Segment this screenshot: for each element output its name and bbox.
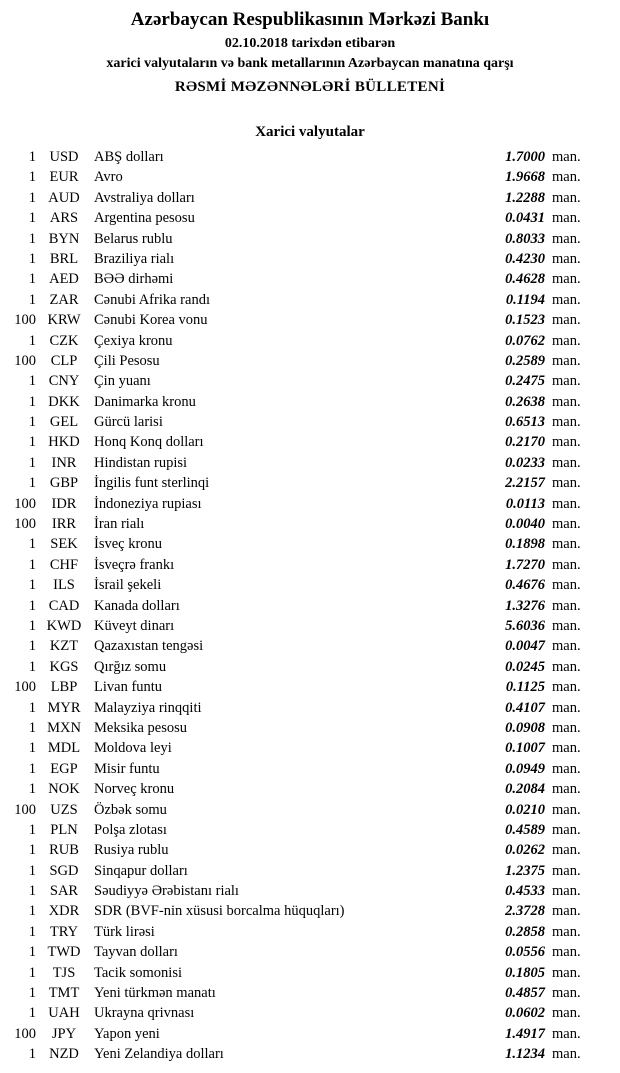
currency-quantity: 1 <box>28 169 36 186</box>
currency-code: SGD <box>49 862 79 879</box>
currency-name: İran rialı <box>94 516 145 533</box>
currency-quantity: 1 <box>28 189 36 206</box>
currency-code: NOK <box>48 781 80 798</box>
currency-rate: 0.2475 <box>505 373 545 390</box>
currency-name: Meksika pesosu <box>94 719 188 736</box>
currency-rate: 0.0949 <box>505 760 545 777</box>
table-row <box>0 1024 620 1044</box>
currency-code: CHF <box>49 556 79 573</box>
currency-unit: man. <box>552 495 581 512</box>
table-row <box>0 290 620 310</box>
currency-unit: man. <box>552 169 581 186</box>
table-row <box>0 657 620 677</box>
table-row <box>0 779 620 799</box>
currency-name: Sinqapur dolları <box>94 862 188 879</box>
table-row <box>0 473 620 493</box>
currency-rate: 0.1805 <box>505 964 545 981</box>
currency-unit: man. <box>552 658 581 675</box>
currency-unit: man. <box>552 1025 581 1042</box>
currency-code: KWD <box>46 617 82 634</box>
currency-name: Yeni Zelandiya dolları <box>94 1046 224 1063</box>
currency-rate: 2.3728 <box>505 903 545 920</box>
currency-rate: 0.1125 <box>505 679 545 696</box>
currency-unit: man. <box>552 271 581 288</box>
currency-unit: man. <box>552 617 581 634</box>
currency-unit: man. <box>552 1005 581 1022</box>
currency-quantity: 1 <box>28 597 36 614</box>
currency-rate: 1.7270 <box>505 556 545 573</box>
currency-code: DKK <box>48 393 80 410</box>
currency-quantity: 1 <box>28 434 36 451</box>
currency-name: İndoneziya rupiası <box>94 495 202 512</box>
currency-code: PLN <box>50 821 78 838</box>
currency-rate: 0.2170 <box>505 434 545 451</box>
currency-name: SDR (BVF-nin xüsusi borcalma hüquqları) <box>94 903 345 920</box>
currency-name: Çin yuanı <box>94 373 151 390</box>
table-row <box>0 983 620 1003</box>
currency-code: AUD <box>48 189 80 206</box>
currency-quantity: 100 <box>14 679 36 696</box>
currency-code: BRL <box>49 250 79 267</box>
table-row <box>0 534 620 554</box>
currency-quantity: 1 <box>28 964 36 981</box>
currency-code: TRY <box>49 923 79 940</box>
currency-code: BYN <box>48 230 80 247</box>
currency-quantity: 1 <box>28 210 36 227</box>
currency-unit: man. <box>552 740 581 757</box>
currency-quantity: 1 <box>28 454 36 471</box>
currency-name: Türk lirəsi <box>94 923 155 940</box>
currency-name: Polşa zlotası <box>94 821 167 838</box>
table-row <box>0 718 620 738</box>
currency-unit: man. <box>552 210 581 227</box>
currency-rate: 0.0262 <box>505 842 545 859</box>
currency-rate: 0.4857 <box>505 985 545 1002</box>
currency-name: Braziliya rialı <box>94 250 175 267</box>
table-row <box>0 208 620 228</box>
table-row <box>0 922 620 942</box>
currency-name: Ukrayna qrivnası <box>94 1005 195 1022</box>
currency-name: Avstraliya dolları <box>94 189 195 206</box>
currency-quantity: 1 <box>28 373 36 390</box>
currency-code: JPY <box>51 1025 77 1042</box>
currency-quantity: 1 <box>28 658 36 675</box>
currency-code: MXN <box>47 719 81 736</box>
bulletin-name: RƏSMİ MƏZƏNNƏLƏRİ BÜLLETENİ <box>174 79 446 95</box>
currency-unit: man. <box>552 189 581 206</box>
currency-name: Kanada dolları <box>94 597 180 614</box>
currency-code: INR <box>51 454 77 471</box>
currency-rate: 0.2084 <box>505 781 545 798</box>
currency-rate: 0.2638 <box>505 393 545 410</box>
currency-name: Avro <box>94 169 123 186</box>
currency-quantity: 1 <box>28 760 36 777</box>
table-row <box>0 881 620 901</box>
currency-name: Yapon yeni <box>94 1025 160 1042</box>
currency-rate: 1.3276 <box>505 597 545 614</box>
currency-code: UAH <box>48 1005 80 1022</box>
currency-quantity: 1 <box>28 393 36 410</box>
currency-rate: 0.2858 <box>505 923 545 940</box>
effective-date: 02.10.2018 tarixdən etibarən <box>224 36 396 51</box>
table-row <box>0 371 620 391</box>
currency-code: ZAR <box>49 291 79 308</box>
currency-rate: 2.2157 <box>505 475 545 492</box>
currency-quantity: 1 <box>28 149 36 165</box>
currency-quantity: 1 <box>28 617 36 634</box>
currency-unit: man. <box>552 414 581 431</box>
table-row <box>0 861 620 881</box>
currency-name: ABŞ dolları <box>94 149 164 165</box>
currency-code: NZD <box>49 1046 79 1063</box>
currency-rate: 0.0245 <box>505 658 545 675</box>
table-row <box>0 432 620 452</box>
currency-code: SEK <box>50 536 78 553</box>
currency-rate: 1.1234 <box>505 1046 545 1063</box>
currency-unit: man. <box>552 230 581 247</box>
currency-quantity: 100 <box>14 495 36 512</box>
currency-unit: man. <box>552 577 581 594</box>
currency-name: Moldova leyi <box>94 740 172 757</box>
currency-unit: man. <box>552 781 581 798</box>
table-row <box>0 229 620 249</box>
currency-unit: man. <box>552 556 581 573</box>
currency-name: Səudiyyə Ərəbistanı rialı <box>94 883 239 900</box>
currency-code: LBP <box>50 679 78 696</box>
currency-name: Çili Pesosu <box>94 352 160 369</box>
currency-name: Küveyt dinarı <box>94 617 175 634</box>
currency-rate: 0.0762 <box>505 332 545 349</box>
currency-name: İsveçrə frankı <box>94 556 175 573</box>
table-row <box>0 677 620 697</box>
currency-name: İsveç kronu <box>94 536 163 553</box>
currency-rate: 0.4107 <box>505 699 545 716</box>
table-row <box>0 698 620 718</box>
currency-quantity: 1 <box>28 944 36 961</box>
currency-code: XDR <box>48 903 80 920</box>
currency-unit: man. <box>552 821 581 838</box>
currency-name: Misir funtu <box>94 760 160 777</box>
currency-name: Belarus rublu <box>94 230 173 247</box>
currency-quantity: 1 <box>28 332 36 349</box>
currency-quantity: 1 <box>28 883 36 900</box>
currency-name: Cənubi Korea vonu <box>94 312 208 329</box>
bulletin-subtitle: xarici valyutaların və bank metallarının Azərbaycan manatına qarşı <box>106 56 514 71</box>
currency-code: ILS <box>53 577 75 594</box>
currency-quantity: 1 <box>28 556 36 573</box>
currency-unit: man. <box>552 536 581 553</box>
currency-quantity: 1 <box>28 1046 36 1063</box>
currency-quantity: 1 <box>28 923 36 940</box>
currency-quantity: 1 <box>28 230 36 247</box>
currency-unit: man. <box>552 373 581 390</box>
currency-code: UZS <box>50 801 78 818</box>
currency-unit: man. <box>552 291 581 308</box>
currency-quantity: 1 <box>28 1005 36 1022</box>
currency-unit: man. <box>552 393 581 410</box>
currency-code: TWD <box>47 944 81 961</box>
currency-rate: 0.4533 <box>505 883 545 900</box>
currency-code: CZK <box>49 332 79 349</box>
currency-unit: man. <box>552 842 581 859</box>
currency-quantity: 1 <box>28 985 36 1002</box>
table-row <box>0 963 620 983</box>
currency-code: GEL <box>49 414 79 431</box>
currency-rate: 0.1194 <box>505 291 545 308</box>
currency-unit: man. <box>552 149 581 165</box>
table-row <box>0 800 620 820</box>
currency-unit: man. <box>552 862 581 879</box>
currency-name: BƏƏ dirhəmi <box>94 271 174 288</box>
table-row <box>0 616 620 636</box>
currency-name: Yeni türkmən manatı <box>94 985 216 1002</box>
currency-code: CNY <box>48 373 80 390</box>
currency-name: Tacik somonisi <box>94 964 182 981</box>
currency-unit: man. <box>552 250 581 267</box>
table-row <box>0 167 620 187</box>
currency-name: Gürcü larisi <box>94 414 163 431</box>
currency-name: İngilis funt sterlinqi <box>94 475 210 492</box>
table-row <box>0 453 620 473</box>
currency-unit: man. <box>552 332 581 349</box>
currency-quantity: 100 <box>14 352 36 369</box>
currency-code: SAR <box>49 883 79 900</box>
currency-name: Norveç kronu <box>94 781 175 798</box>
currency-rate: 1.2288 <box>505 189 545 206</box>
currency-name: Özbək somu <box>94 801 167 818</box>
currency-quantity: 1 <box>28 740 36 757</box>
currency-name: Cənubi Afrika randı <box>94 291 210 308</box>
table-row <box>0 188 620 208</box>
currency-unit: man. <box>552 312 581 329</box>
currency-quantity: 1 <box>28 475 36 492</box>
currency-quantity: 100 <box>14 312 36 329</box>
currency-name: Livan funtu <box>94 679 163 696</box>
currency-unit: man. <box>552 475 581 492</box>
currency-unit: man. <box>552 903 581 920</box>
currency-quantity: 100 <box>14 1025 36 1042</box>
table-row <box>0 147 620 167</box>
currency-quantity: 1 <box>28 842 36 859</box>
currency-rate: 0.0556 <box>505 944 545 961</box>
currency-rate: 0.0431 <box>505 210 545 227</box>
currency-rate: 0.0047 <box>505 638 545 655</box>
currency-unit: man. <box>552 516 581 533</box>
currency-rate: 0.4628 <box>505 271 545 288</box>
currency-rate: 5.6036 <box>505 617 545 634</box>
currency-rate: 0.0113 <box>505 495 545 512</box>
currency-code: KRW <box>47 312 81 329</box>
currency-quantity: 1 <box>28 781 36 798</box>
currency-code: TMT <box>48 985 80 1002</box>
currency-name: Malayziya rinqqiti <box>94 699 202 716</box>
currency-name: Rusiya rublu <box>94 842 169 859</box>
table-row <box>0 1003 620 1023</box>
currency-code: EGP <box>50 760 78 777</box>
currency-quantity: 1 <box>28 536 36 553</box>
currency-code: GBP <box>49 475 79 492</box>
bulletin-header <box>0 8 620 98</box>
currency-unit: man. <box>552 985 581 1002</box>
table-row <box>0 310 620 330</box>
currency-rate: 0.1523 <box>505 312 545 329</box>
currency-unit: man. <box>552 454 581 471</box>
currency-unit: man. <box>552 679 581 696</box>
currency-code: MYR <box>47 699 81 716</box>
table-row <box>0 901 620 921</box>
currency-unit: man. <box>552 699 581 716</box>
currency-code: IRR <box>51 516 77 533</box>
currency-quantity: 1 <box>28 638 36 655</box>
currency-unit: man. <box>552 638 581 655</box>
table-row <box>0 514 620 534</box>
table-row <box>0 249 620 269</box>
currency-quantity: 1 <box>28 719 36 736</box>
currency-rate: 0.1898 <box>505 536 545 553</box>
table-row <box>0 392 620 412</box>
currency-code: ARS <box>49 210 79 227</box>
currency-code: KGS <box>49 658 79 675</box>
bank-title: Azərbaycan Respublikasının Mərkəzi Bankı <box>130 9 490 30</box>
table-row <box>0 351 620 371</box>
currency-code: HKD <box>48 434 80 451</box>
table-row <box>0 738 620 758</box>
currency-name: Argentina pesosu <box>94 210 195 227</box>
currency-code: TJS <box>52 964 76 981</box>
table-row <box>0 575 620 595</box>
currency-code: IDR <box>51 495 77 512</box>
currency-rate: 0.4230 <box>505 250 545 267</box>
currency-quantity: 1 <box>28 821 36 838</box>
currency-name: Hindistan rupisi <box>94 454 188 471</box>
currency-code: CLP <box>50 352 78 369</box>
table-row <box>0 942 620 962</box>
currency-quantity: 1 <box>28 414 36 431</box>
table-row <box>0 555 620 575</box>
currency-rate: 0.1007 <box>505 740 545 757</box>
currency-rate: 0.2589 <box>505 352 545 369</box>
currency-quantity: 100 <box>14 801 36 818</box>
currency-code: RUB <box>49 842 79 859</box>
currency-rate: 1.4917 <box>505 1025 545 1042</box>
currency-code: AED <box>49 271 79 288</box>
currency-rate: 1.9668 <box>505 169 545 186</box>
currency-code: USD <box>49 149 79 165</box>
currency-rate: 0.0602 <box>505 1005 545 1022</box>
currency-quantity: 1 <box>28 577 36 594</box>
currency-name: Tayvan dolları <box>94 944 178 961</box>
currency-rate: 0.0908 <box>505 719 545 736</box>
table-row <box>0 840 620 860</box>
table-row <box>0 412 620 432</box>
currency-unit: man. <box>552 964 581 981</box>
currency-name: Danimarka kronu <box>94 393 196 410</box>
currency-quantity: 1 <box>28 862 36 879</box>
currency-rate: 0.8033 <box>505 230 545 247</box>
currency-quantity: 1 <box>28 271 36 288</box>
currency-quantity: 1 <box>28 903 36 920</box>
table-row <box>0 820 620 840</box>
table-row <box>0 759 620 779</box>
currency-name: Çexiya kronu <box>94 332 173 349</box>
currency-name: Qırğız somu <box>94 658 167 675</box>
currency-unit: man. <box>552 923 581 940</box>
rates-table <box>0 147 620 1065</box>
currency-name: Honq Konq dolları <box>94 434 204 451</box>
currency-code: CAD <box>48 597 80 614</box>
currency-name: İsrail şekeli <box>94 577 162 594</box>
currency-quantity: 1 <box>28 250 36 267</box>
currency-unit: man. <box>552 801 581 818</box>
section-title-foreign-currencies: Xarici valyutalar <box>255 124 365 140</box>
currency-unit: man. <box>552 944 581 961</box>
currency-rate: 0.0233 <box>505 454 545 471</box>
table-row <box>0 636 620 656</box>
table-row <box>0 331 620 351</box>
currency-quantity: 1 <box>28 699 36 716</box>
currency-rate: 0.4676 <box>505 577 545 594</box>
currency-rate: 0.4589 <box>505 821 545 838</box>
currency-unit: man. <box>552 352 581 369</box>
currency-code: EUR <box>49 169 79 186</box>
currency-unit: man. <box>552 1046 581 1063</box>
table-row <box>0 596 620 616</box>
table-row <box>0 1044 620 1064</box>
currency-rate: 1.7000 <box>505 149 545 165</box>
currency-code: KZT <box>49 638 79 655</box>
table-row <box>0 494 620 514</box>
currency-code: MDL <box>47 740 81 757</box>
currency-quantity: 1 <box>28 291 36 308</box>
currency-name: Qazaxıstan tengəsi <box>94 638 204 655</box>
table-row <box>0 269 620 289</box>
currency-rate: 0.0210 <box>505 801 545 818</box>
currency-rate: 0.6513 <box>505 414 545 431</box>
currency-quantity: 100 <box>14 516 36 533</box>
currency-unit: man. <box>552 719 581 736</box>
currency-unit: man. <box>552 434 581 451</box>
currency-rate: 1.2375 <box>505 862 545 879</box>
currency-unit: man. <box>552 883 581 900</box>
currency-unit: man. <box>552 597 581 614</box>
currency-rate: 0.0040 <box>505 516 545 533</box>
currency-unit: man. <box>552 760 581 777</box>
